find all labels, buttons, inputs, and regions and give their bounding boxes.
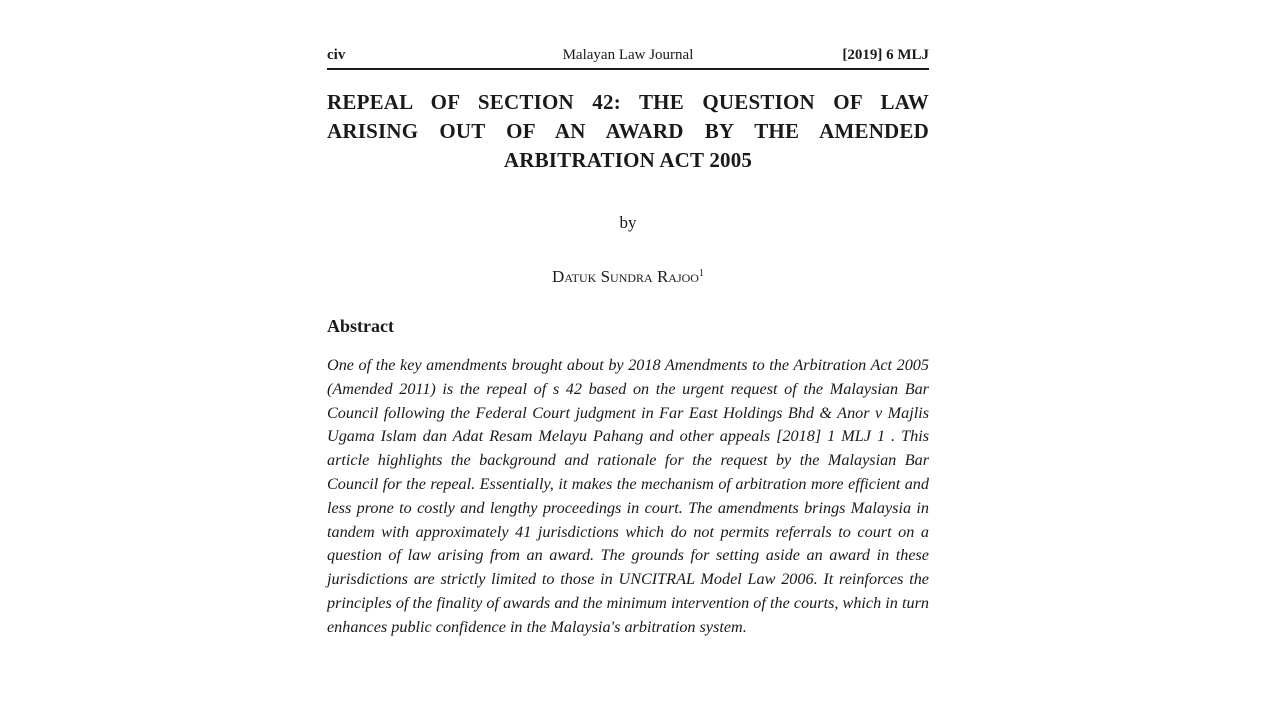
citation: [2019] 6 MLJ bbox=[842, 47, 929, 63]
journal-page bbox=[327, 44, 929, 640]
page-number: civ bbox=[327, 47, 346, 63]
author-name: Datuk Sundra Rajoo bbox=[552, 267, 699, 286]
abstract-heading: Abstract bbox=[327, 316, 394, 336]
author-footnote-marker[interactable]: 1 bbox=[698, 268, 704, 279]
author-line bbox=[327, 267, 929, 287]
by-line: by bbox=[619, 213, 637, 232]
article-title: REPEAL OF SECTION 42: THE QUESTION OF LAW ARISING OUT OF AN AWARD BY THE AMENDED ARBITRATION ACT 2005 bbox=[327, 90, 929, 172]
running-head bbox=[327, 44, 929, 70]
journal-name: Malayan Law Journal bbox=[562, 47, 694, 63]
abstract-text: One of the key amendments brought about by 2018 Amendments to the Arbitration Act 2005 (Amended 2011) is the repeal of s 42 based on the urgent request of the Malaysian Bar Council following the Federal Court judgment in Far East Holdings Bhd & Anor v Majlis Ugama Islam dan Adat Resam Melayu Pahang and other appeals [2018] 1 MLJ 1 . This article highlights the background and rationale for the request by the Malaysian Bar Council for the repeal. Essentially, it makes the mechanism of arbitration more efficient and less prone to costly and lengthy proceedings in court. The amendments brings Malaysia in tandem with approximately 41 jurisdictions which do not permits referrals to court on a question of law arising from an award. The grounds for setting aside an award in these jurisdictions are strictly limited to those in UNCITRAL Model Law 2006. It reinforces the principles of the finality of awards and the minimum intervention of the courts, which in turn enhances public confidence in the Malaysia's arbitration system. bbox=[327, 356, 929, 636]
